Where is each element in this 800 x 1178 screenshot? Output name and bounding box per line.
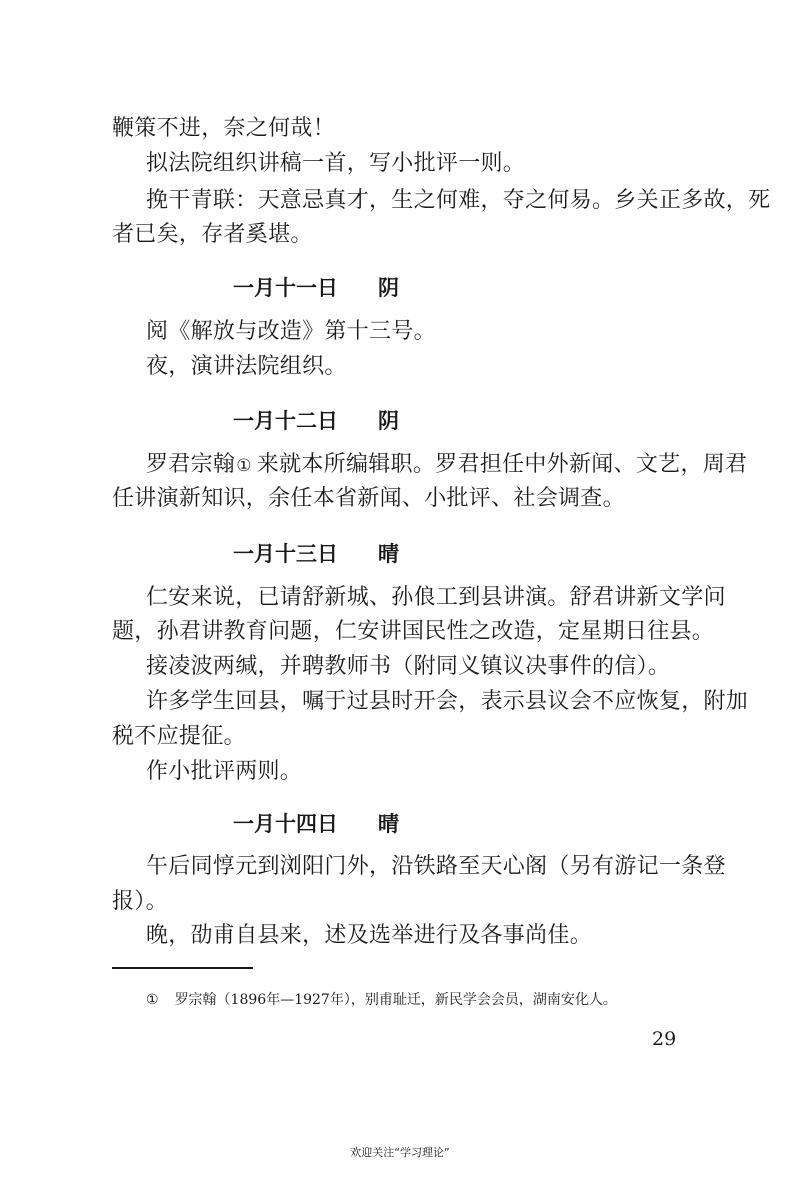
entry-heading bbox=[233, 407, 399, 435]
entry-weather: 阴 bbox=[378, 276, 399, 300]
paragraph-line: 接凌波两缄，并聘教师书（附同义镇议决事件的信）。 bbox=[146, 654, 671, 679]
page-number: 29 bbox=[652, 1028, 677, 1050]
paragraph-line: 税不应提征。 bbox=[112, 724, 246, 749]
paragraph-line: 夜，演讲法院组织。 bbox=[146, 354, 347, 379]
footnote bbox=[146, 990, 617, 1010]
paragraph-line: 挽干青联：天意忌真才，生之何难，夺之何易。乡关正多故，死 bbox=[146, 188, 771, 213]
footer-text: 欢迎关注“学习理论” bbox=[350, 1146, 450, 1159]
paragraph-line: 任讲演新知识，余任本省新闻、小批评、社会调查。 bbox=[112, 486, 625, 511]
entry-weather: 晴 bbox=[378, 812, 399, 836]
entry-date: 一月十一日 bbox=[233, 276, 338, 300]
paragraph-line: 晚，劭甫自县来，述及选举进行及各事尚佳。 bbox=[146, 923, 593, 948]
entry-date: 一月十三日 bbox=[233, 542, 338, 566]
paragraph-segment: 来就本所编辑职。罗君担任中外新闻、文艺，周君 bbox=[256, 452, 748, 477]
entry-date: 一月十二日 bbox=[233, 409, 338, 433]
paragraph-line: 作小批评两则。 bbox=[146, 759, 303, 784]
paragraph-line: 阅《解放与改造》第十三号。 bbox=[146, 319, 436, 344]
footnote-mark: ① bbox=[146, 992, 159, 1008]
paragraph-line: 报）。 bbox=[112, 889, 168, 914]
paragraph-line: 拟法院组织讲稿一首，写小批评一则。 bbox=[146, 151, 526, 176]
footnote-divider bbox=[112, 967, 253, 969]
entry-heading bbox=[233, 540, 399, 568]
entry-heading bbox=[233, 810, 399, 838]
paragraph-line: 仁安来说，已请舒新城、孙俍工到县讲演。舒君讲新文学问 bbox=[146, 585, 726, 610]
footnote-reference[interactable]: ① bbox=[236, 456, 252, 476]
entry-heading bbox=[233, 274, 399, 302]
paragraph-line: 许多学生回县，嘱于过县时开会，表示县议会不应恢复，附加 bbox=[146, 689, 749, 714]
paragraph-segment: 罗君宗翰 bbox=[146, 452, 236, 477]
entry-weather: 阴 bbox=[378, 409, 399, 433]
entry-weather: 晴 bbox=[378, 542, 399, 566]
footnote-text: 罗宗翰（1896年—1927年），别甫耻迁，新民学会会员，湖南安化人。 bbox=[174, 992, 617, 1008]
paragraph-line: 题，孙君讲教育问题，仁安讲国民性之改造，定星期日往县。 bbox=[112, 619, 715, 644]
entry-date: 一月十四日 bbox=[233, 812, 338, 836]
paragraph-line bbox=[146, 451, 748, 480]
paragraph-line: 午后同惇元到浏阳门外，沿铁路至天心阁（另有游记一条登 bbox=[146, 854, 726, 879]
paragraph-line: 者已矣，存者奚堪。 bbox=[112, 222, 313, 247]
paragraph-line: 鞭策不进，奈之何哉！ bbox=[112, 116, 336, 141]
